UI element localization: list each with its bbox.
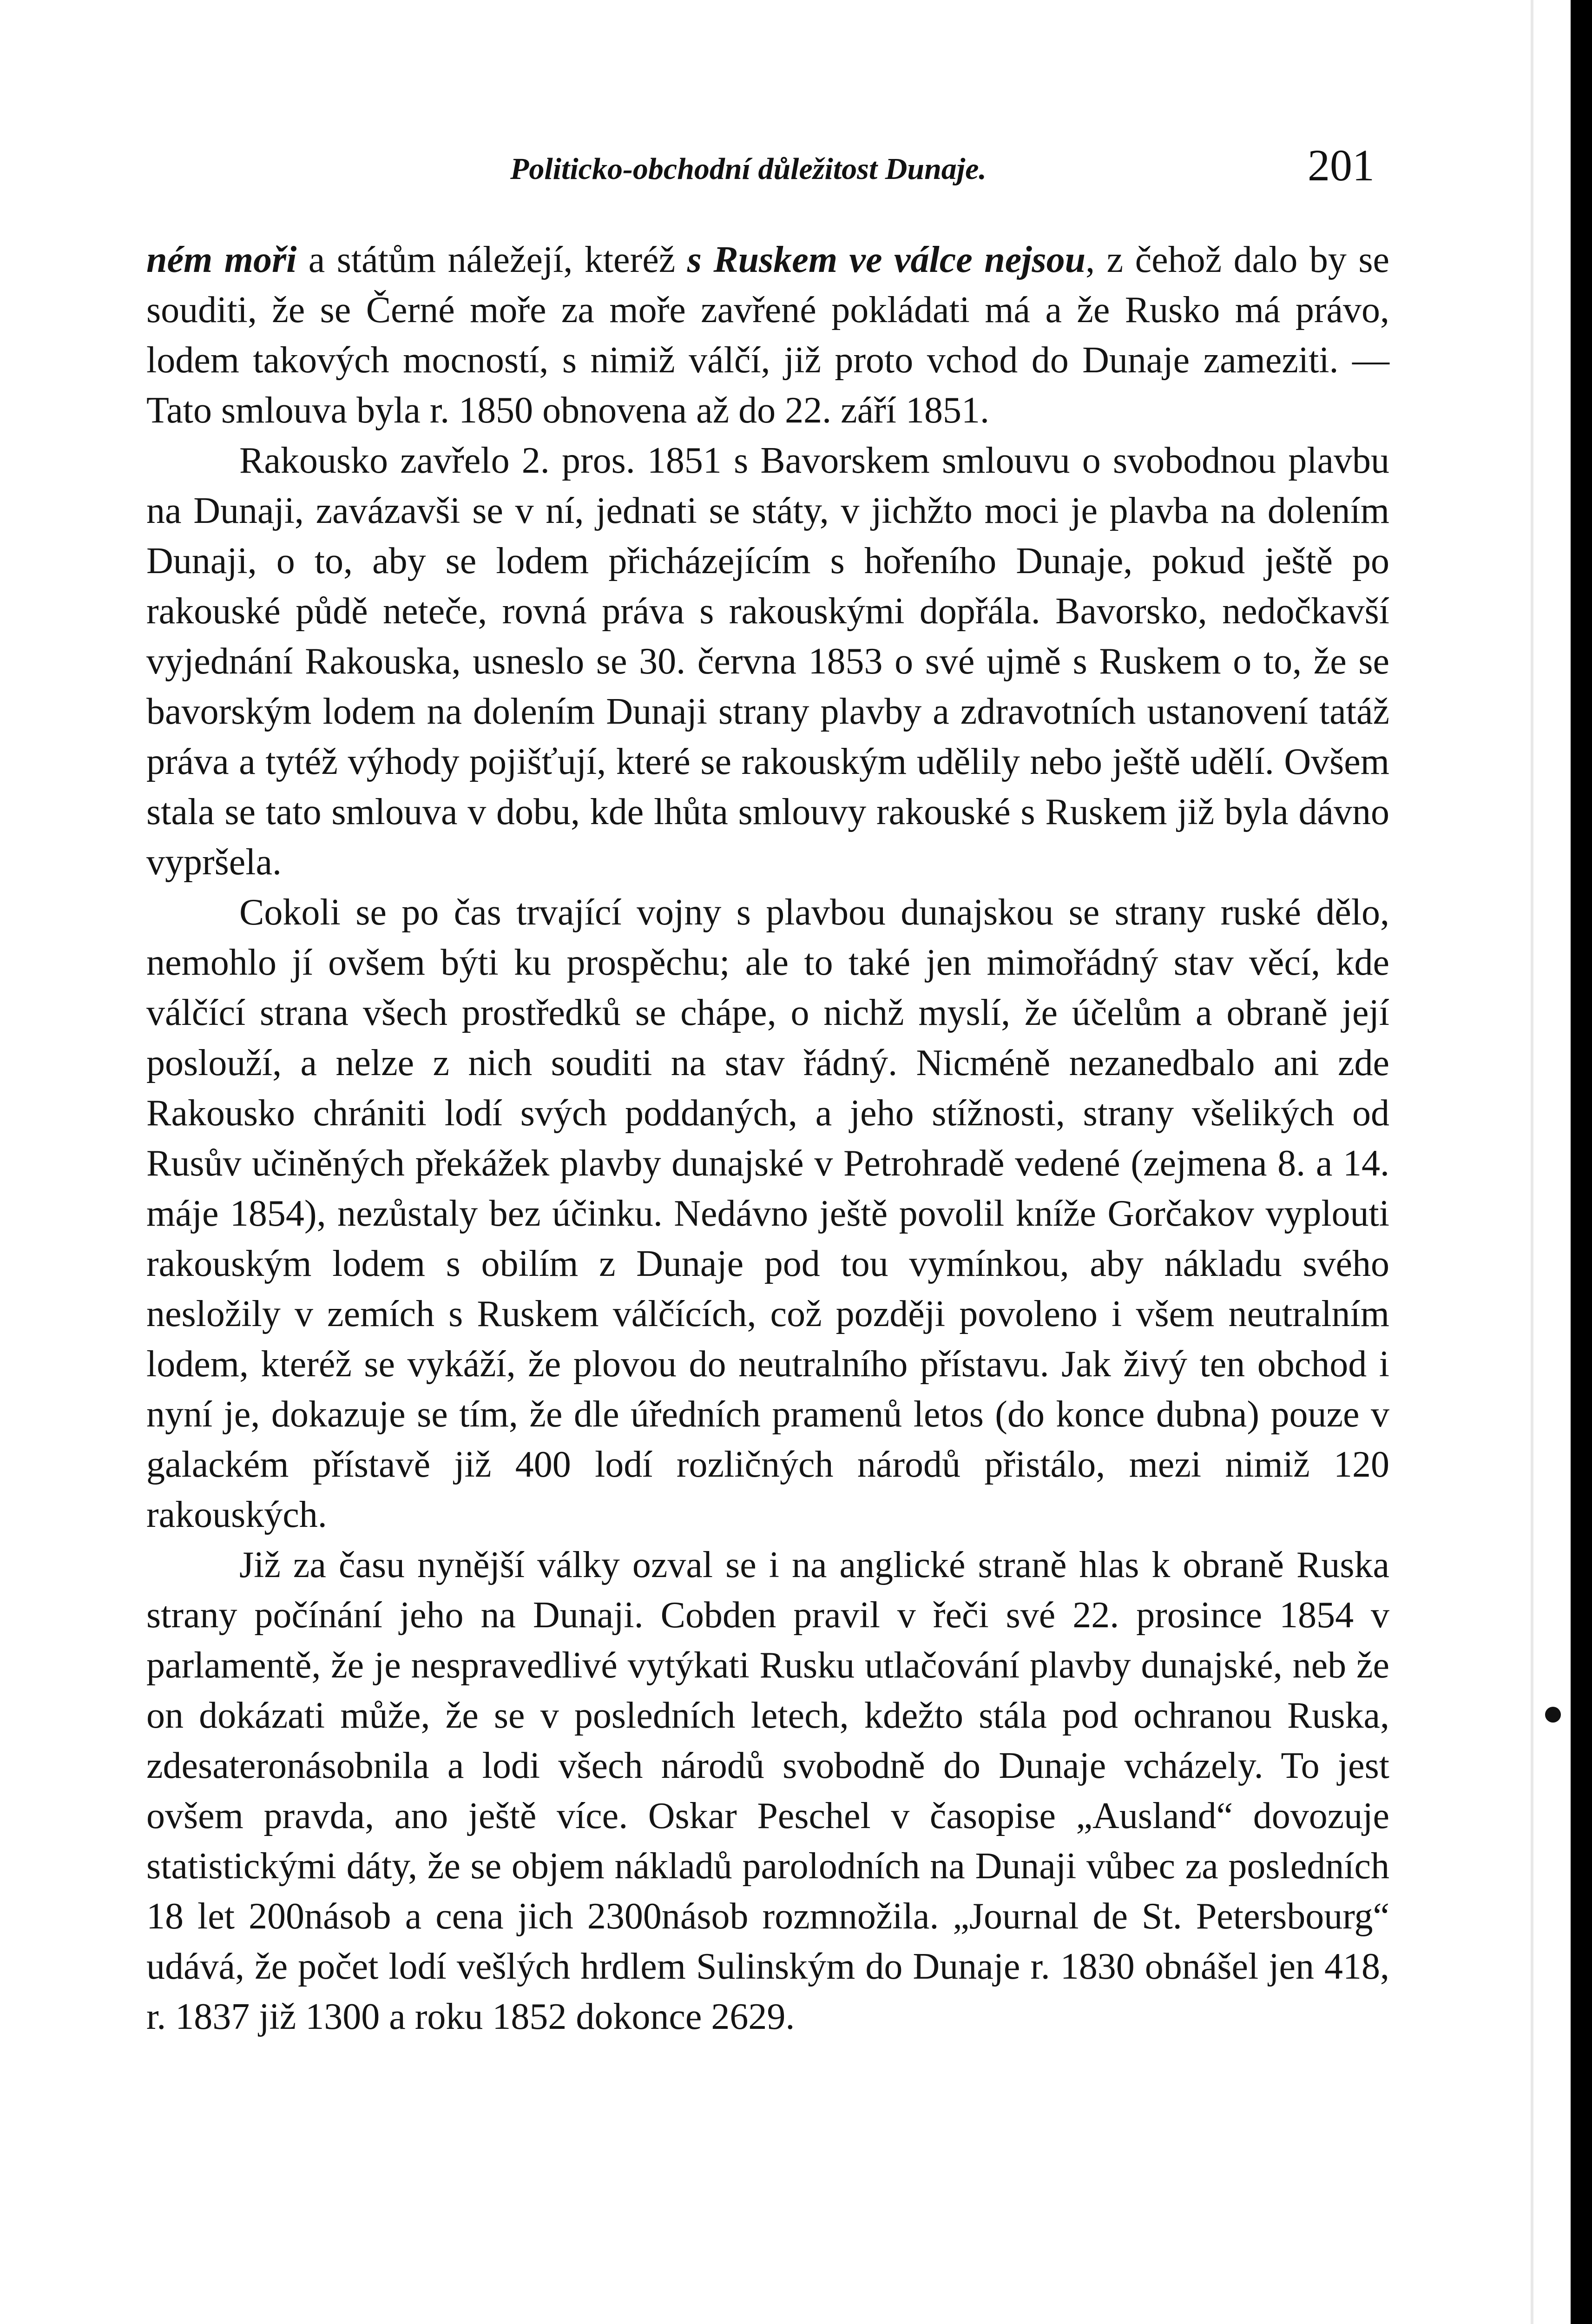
paragraph-2: Rakousko zavřelo 2. pros. 1851 s Bavorskem smlouvu o svobodnou plavbu na Dunaji, zavázavši se v ní, jednati se státy, v jichžto moci je plavba na dolením Dunaji, o to, aby se lodem přicházejícím s hořeního Dunaje, pokud ještě po rakouské půdě neteče, rovná práva s rakouskými dopřála. Bavorsko, nedočkavší vyjednání Rakouska, usneslo se 30. června 1853 o své ujmě s Ruskem o to, že se bavorským lodem na dolením Dunaji strany plavby a zdravotních ustanovení tatáž práva a tytéž výhody pojišťují, které se rakouským udělily nebo ještě udělí. Ovšem stala se tato smlouva v dobu, kde lhůta smlouvy rakouské s Ruskem již byla dávno vypršela.: [146, 440, 1389, 883]
running-title: Politicko-obchodní důležitost Dunaje.: [510, 152, 987, 186]
paragraph-text: a státům náležejí, kteréž: [296, 239, 687, 280]
page-number: 201: [1308, 140, 1375, 190]
body-text: [146, 235, 1389, 2042]
paragraph-text: , z čehož dalo by se souditi, že se Černé moře za moře zavřené pokládati má a že Rusko má právo, lodem takových mocností, s nimiž válčí, již proto vchod do Dunaje zameziti. — Tato smlouva byla r. 1850 obnovena až do 22. září 1851.: [146, 239, 1390, 431]
page-edge-shadow: [1531, 0, 1533, 2324]
emphasis-text: ném moři: [146, 239, 297, 280]
emphasis-text: s Ruskem ve válce nejsou: [687, 239, 1086, 280]
paragraph-3: Cokoli se po čas trvající vojny s plavbou dunajskou se strany ruské dělo, nemohlo jí ovšem býti ku prospěchu; ale to také jen mimořádný stav věcí, kde válčící strana všech prostředků se chápe, o nichž myslí, že účelům a obraně její poslouží, a nelze z nich souditi na stav řádný. Nicméně nezanedbalo ani zde Rakousko chrániti lodí svých poddaných, a jeho stížnosti, strany všelikých od Rusův učiněných překážek plavby dunajské v Petrohradě vedené (zejmena 8. a 14. máje 1854), nezůstaly bez účinku. Nedávno ještě povolil kníže Gorčakov vyplouti rakouským lodem s obilím z Dunaje pod tou vymínkou, aby nákladu svého nesložily v zemích s Ruskem válčících, což později povoleno i všem neutralním lodem, kteréž se vykáží, že plovou do neutralního přístavu. Jak živý ten obchod i nyní je, dokazuje se tím, že dle úředních pramenů letos (do konce dubna) pouze v galackém přístavě již 400 lodí rozličných národů přistálo, mezi nimiž 120 rakouských.: [146, 892, 1389, 1535]
paragraph-1: [146, 235, 1389, 436]
margin-dot: [1545, 1707, 1561, 1723]
page-header: [143, 139, 1375, 205]
paragraph-4: Již za času nynější války ozval se i na anglické straně hlas k obraně Ruska strany počínání jeho na Dunaji. Cobden pravil v řeči své 22. prosince 1854 v parlamentě, že je nespravedlivé vytýkati Rusku utlačování plavby dunajské, neb že on dokázati může, že se v posledních letech, kdežto stála pod ochranou Ruska, zdesateronásobnila a lodi všech národů svobodně do Dunaje vcházely. To jest ovšem pravda, ano ještě více. Oskar Peschel v časopise „Ausland“ dovozuje statistickými dáty, že se objem nákladů parolodních na Dunaji vůbec za posledních 18 let 200násob a cena jich 2300násob rozmnožila. „Journal de St. Petersbourg“ udává, že počet lodí vešlých hrdlem Sulinským do Dunaje r. 1830 obnášel jen 418, r. 1837 již 1300 a roku 1852 dokonce 2629.: [146, 1545, 1389, 2037]
